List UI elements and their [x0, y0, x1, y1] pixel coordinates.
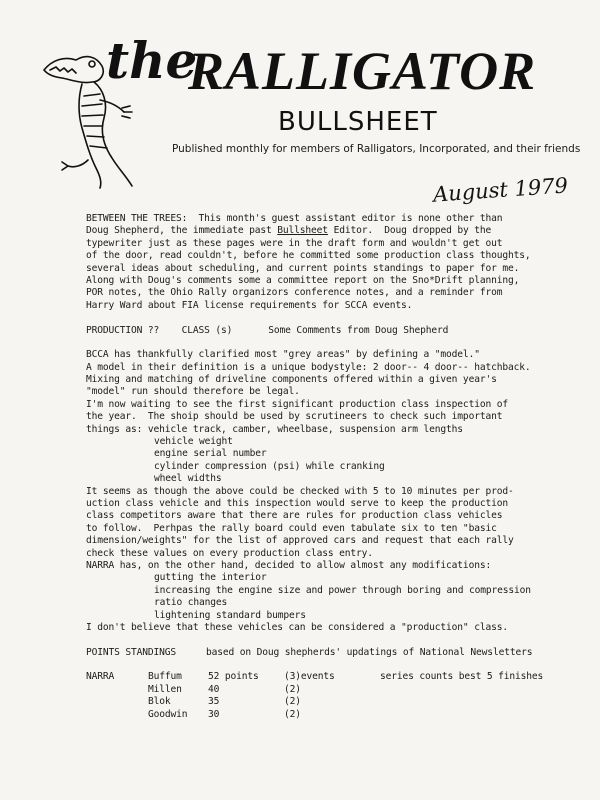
check-item: wheel widths: [154, 473, 222, 485]
driver-events: (2): [284, 696, 301, 708]
driver-events: (2): [284, 683, 301, 695]
production-line: A model in their definition is a unique bodystyle: 2 door-- 4 door-- hatchback.: [86, 361, 531, 373]
production-line: class competitors aware that there are rules for production class vehicles: [86, 510, 503, 522]
modification-item: increasing the engine size and power through boring and compression: [154, 584, 531, 596]
masthead-subtitle: BULLSHEET: [278, 107, 438, 137]
intro-lead: BETWEEN THE TREES:: [86, 213, 188, 224]
masthead-title: RALLIGATOR: [188, 41, 537, 101]
intro-line: of the door, read couldn't, before he committed some production class thoughts,: [86, 250, 531, 262]
driver-points: 30: [208, 708, 220, 720]
table-row: [86, 671, 543, 683]
driver-name: Blok: [148, 696, 171, 708]
points-standings-table: [86, 671, 543, 721]
driver-name: Millen: [148, 683, 182, 695]
production-line: I'm now waiting to see the first significant production class inspection of: [86, 398, 508, 410]
check-item: cylinder compression (psi) while cranking: [154, 460, 385, 472]
production-closing: I don't believe that these vehicles can be considered a "production" class.: [86, 621, 508, 633]
intro-line: Along with Doug's comments some a committee report on the Sno*Drift planning,: [86, 274, 520, 286]
table-row: [86, 696, 543, 708]
modification-item: gutting the interior: [154, 572, 267, 584]
driver-points: 52 points: [208, 671, 259, 683]
bullsheet-underlined: Bullsheet: [277, 225, 328, 237]
production-line: things as: vehicle track, camber, wheelbase, suspension arm lengths: [86, 423, 463, 435]
modification-item: lightening standard bumpers: [154, 609, 306, 621]
series-note: series counts best 5 finishes: [380, 671, 544, 683]
driver-events: (3)events: [284, 671, 335, 683]
newsletter-body: [86, 213, 598, 721]
production-line: It seems as though the above could be checked with 5 to 10 minutes per prod-: [86, 485, 514, 497]
production-line: "model" run should therefore be legal.: [86, 386, 300, 398]
production-line: to follow. Perhpas the rally board could even tabulate six to ten "basic: [86, 522, 497, 534]
check-item: engine serial number: [154, 448, 267, 460]
intro-paragraph: BETWEEN THE TREES: This month's guest assistant editor is none other than Doug Shepherd, the immediate past Bullsheet Editor. Doug dropped by the typewriter just as these pages were in the draft form and wouldn't get out of the door, read couldn't, before he committed some production class thoughts, several ideas about scheduling, and current points standings to paper for me. Along with Doug's comments some a committee report on the Sno*Drift planning, POR notes, the Ohio Rally organizors conference notes, and a reminder from Harry Ward about FIA license requirements for SCCA events.: [86, 213, 598, 312]
table-row: [86, 709, 543, 721]
masthead-tagline: Published monthly for members of Ralligators, Incorporated, and their friends: [172, 143, 581, 155]
points-heading: POINTS STANDINGS based on Doug shepherds' updatings of National Newsletters: [86, 646, 533, 658]
driver-name: Goodwin: [148, 708, 188, 720]
production-line: check these values on every production class entry.: [86, 547, 373, 559]
production-line: uction class vehicle and this inspection would serve to keep the production: [86, 497, 508, 509]
driver-name: Buffum: [148, 671, 182, 683]
driver-points: 35: [208, 696, 220, 708]
intro-line: Harry Ward about FIA license requirements for SCCA events.: [86, 299, 413, 311]
table-row: [86, 684, 543, 696]
org-label: NARRA: [86, 671, 115, 683]
production-line: Mixing and matching of driveline components offered within a given year's: [86, 374, 497, 386]
production-line: NARRA has, on the other hand, decided to allow almost any modifications:: [86, 559, 492, 571]
production-line: dimension/weights" for the list of approved cars and request that each rally: [86, 535, 514, 547]
production-paragraph: [86, 349, 598, 634]
modification-item: ratio changes: [154, 597, 228, 609]
production-heading: PRODUCTION ?? CLASS (s) Some Comments from Doug Shepherd: [86, 324, 449, 336]
driver-points: 40: [208, 683, 220, 695]
driver-events: (2): [284, 708, 301, 720]
intro-line: typewriter just as these pages were in the draft form and wouldn't get out: [86, 237, 503, 249]
intro-line: POR notes, the Ohio Rally organizors conference notes, and a reminder from: [86, 287, 503, 299]
production-line: the year. The shoip should be used by scrutineers to check such important: [86, 411, 503, 423]
check-item: vehicle weight: [154, 436, 233, 448]
issue-date: August 1979: [432, 173, 569, 207]
masthead-the: the: [106, 31, 198, 90]
production-line: BCCA has thankfully clarified most "grey areas" by defining a "model.": [86, 349, 480, 361]
intro-line: several ideas about scheduling, and current points standings to paper for me.: [86, 262, 520, 274]
